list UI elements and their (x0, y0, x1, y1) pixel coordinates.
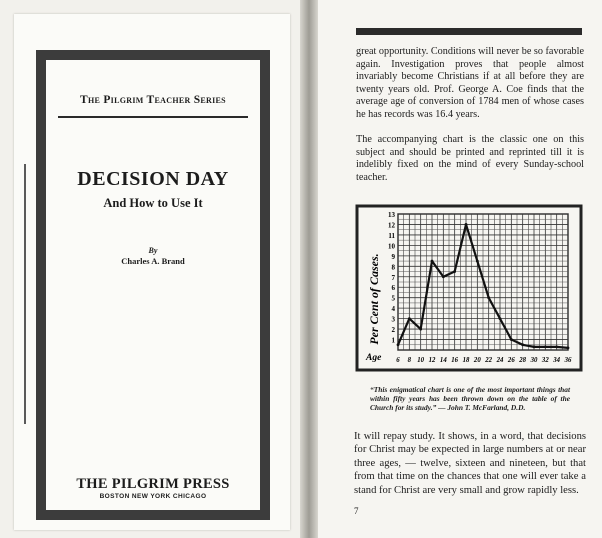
series-title: The Pilgrim Teacher Series (80, 94, 226, 106)
paragraph-2: The accompanying chart is the classic one on this subject and should be printed and reprinted till it is indelibly fixed on the mind of every Sunday-school teacher. (356, 134, 584, 183)
data-point (476, 260, 479, 263)
x-tick-label: 14 (439, 357, 447, 364)
data-point (397, 343, 400, 346)
data-point (442, 275, 445, 278)
y-tick-label: 1 (391, 336, 395, 345)
spine-edge (24, 164, 26, 424)
y-tick-labels (388, 211, 396, 345)
paragraph-1: great opportunity. Conditions will never be so favorable again. Investigation proves that people almost invariably become Christians if at all before they are twenty years old. Prof. George A. Coe finds that the average age of conversion of 1784 men of whose cases he has records was 16.4 years. (356, 46, 584, 120)
x-tick-label: 24 (496, 357, 504, 364)
publisher-name: THE PILGRIM PRESS (76, 476, 230, 492)
x-tick-label: 30 (530, 357, 538, 364)
by-label: By (148, 246, 158, 255)
y-tick-label: 10 (388, 242, 395, 251)
y-tick-label: 8 (391, 263, 395, 272)
conversion-age-chart (354, 204, 584, 374)
y-tick-label: 5 (391, 294, 395, 303)
data-point (510, 338, 513, 341)
y-tick-label: 13 (388, 211, 395, 219)
data-point (544, 345, 547, 348)
book-subtitle: And How to Use It (103, 196, 203, 210)
x-tick-label: 28 (519, 357, 527, 364)
x-tick-label: 20 (473, 357, 481, 364)
x-tick-label: 12 (428, 357, 436, 364)
publisher-cities: BOSTON NEW YORK CHICAGO (99, 493, 207, 500)
y-axis-label: Per Cent of Cases. (367, 253, 381, 345)
x-tick-label: 6 (396, 357, 400, 364)
paragraph-3: It will repay study. It shows, in a word, that decisions for Christ may be expected in large numbers at or near three ages, — twelve, sixteen and nineteen, but that from that time on the chances that one will ever take a stand for Christ are very small and grow rapidly less. (354, 431, 586, 496)
book-title: DECISION DAY (77, 168, 229, 190)
cover-card (14, 14, 290, 530)
data-point (465, 223, 468, 226)
data-point (487, 296, 490, 299)
x-tick-label: 22 (485, 357, 493, 364)
data-point (555, 345, 558, 348)
y-tick-label: 6 (391, 284, 395, 293)
cover-content (54, 68, 252, 502)
data-point (567, 347, 570, 350)
x-tick-label: 32 (541, 357, 549, 364)
chart-svg (354, 204, 584, 374)
x-tick-label: 10 (417, 357, 425, 364)
cover-page (0, 0, 300, 538)
x-tick-label: 18 (462, 357, 470, 364)
book-gutter (300, 0, 318, 538)
data-point (521, 343, 524, 346)
data-point (431, 260, 434, 263)
data-point (533, 345, 536, 348)
x-tick-label: 26 (507, 357, 515, 364)
y-tick-label: 2 (391, 326, 395, 335)
x-tick-label: 8 (407, 357, 412, 364)
chart-quote: “This enigmatical chart is one of the most important things that within fifty years has been thrown down on the table of the Church for its study.” — John T. McFarland, D.D. (370, 385, 570, 412)
text-page (318, 0, 602, 538)
author-name: Charles A. Brand (121, 256, 185, 266)
header-rule (356, 28, 582, 35)
page-number: 7 (354, 506, 359, 516)
data-point (499, 317, 502, 320)
y-tick-label: 3 (391, 315, 395, 324)
y-tick-label: 12 (388, 221, 395, 230)
data-point (453, 270, 456, 273)
x-tick-label: 36 (564, 357, 572, 364)
x-tick-labels (396, 357, 572, 364)
x-tick-label: 34 (553, 357, 561, 364)
series-rule (58, 116, 248, 118)
y-tick-label: 9 (391, 252, 395, 261)
y-tick-label: 7 (391, 273, 395, 282)
x-tick-label: 16 (451, 357, 459, 364)
data-point (419, 328, 422, 331)
y-tick-label: 4 (391, 305, 395, 314)
y-tick-label: 11 (388, 231, 395, 240)
data-point (408, 317, 411, 320)
x-axis-label: Age (366, 353, 382, 363)
